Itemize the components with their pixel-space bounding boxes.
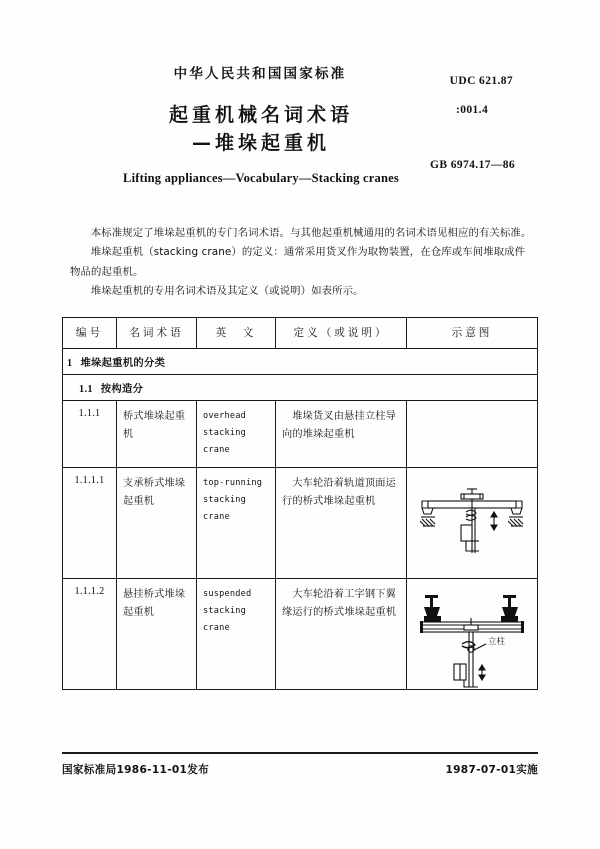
row-term: 桥式堆垛起重机 (117, 401, 197, 468)
row-term: 悬挂桥式堆垛起重机 (117, 578, 197, 689)
row-english: top-running stacking crane (197, 467, 276, 578)
suspended-crane-svg (416, 592, 528, 692)
scope-paragraphs (62, 224, 538, 301)
row-english: suspended stacking crane (197, 578, 276, 689)
section-heading-1 (63, 349, 538, 375)
udc-code (430, 60, 538, 146)
row-number: 1.1.1 (63, 401, 117, 468)
footer-issuer: 国家标准局1986-11-01发布 (62, 764, 210, 776)
figure-annotation-label: 立柱 (488, 636, 506, 647)
section-number-1-1: 1.1 (79, 384, 93, 396)
footer-divider (62, 752, 538, 754)
table-row (63, 401, 538, 468)
row-number: 1.1.1.2 (63, 578, 117, 689)
row-definition: 大车轮沿着工字钢下翼缘运行的桥式堆垛起重机 (276, 578, 407, 689)
row-figure-empty (407, 401, 538, 468)
row-english: overhead stacking crane (197, 401, 276, 468)
terminology-table (62, 317, 538, 690)
page-title-english: Lifting appliances—Vocabulary—Stacking cranes (123, 171, 399, 186)
table-row (63, 578, 538, 689)
section-label-1-1: 按构造分 (100, 383, 144, 396)
scope-paragraph-3: 堆垛起重机的专用名词术语及其定义（或说明）如表所示。 (90, 284, 364, 297)
section-heading-row-1 (63, 349, 538, 375)
standard-organization-heading: 中华人民共和国国家标准 (173, 66, 347, 82)
footer-content (62, 762, 538, 777)
document-sheet (62, 40, 538, 780)
scope-paragraph-1: 本标准规定了堆垛起重机的专门名词术语。与其他起重机械通用的名词术语见相应的有关标准。 (90, 227, 532, 240)
scope-paragraph-2: 堆垛起重机（stacking crane）的定义：通常采用货叉作为取物装置，在仓库或车间堆取成件物品的起重机。 (70, 246, 526, 278)
page-title: 起重机械名词术语 (168, 104, 353, 126)
top-running-crane-svg (417, 481, 527, 569)
section-heading-1-1 (63, 375, 538, 401)
udc-code-line1: UDC 621.87 (449, 75, 514, 88)
page-subtitle: —堆垛起重机 (191, 131, 330, 154)
column-header-english: 英 文 (197, 318, 276, 349)
section-number-1: 1 (67, 358, 73, 370)
column-header-figure: 示意图 (407, 318, 538, 349)
column-header-term: 名词术语 (117, 318, 197, 349)
row-figure (407, 578, 538, 689)
top-running-stacking-crane-diagram (413, 475, 531, 571)
gb-standard-number: GB 6974.17—86 (430, 159, 516, 172)
column-header-number: 编号 (63, 318, 117, 349)
section-heading-row-1-1 (63, 375, 538, 401)
table-header-row (63, 318, 538, 349)
column-header-definition: 定义（或说明） (276, 318, 407, 349)
section-label-1: 堆垛起重机的分类 (80, 357, 166, 370)
row-definition: 大车轮沿着轨道顶面运行的桥式堆垛起重机 (276, 467, 407, 578)
footer-effective: 1987-07-01实施 (445, 764, 538, 776)
row-definition: 堆垛货叉由悬挂立柱导向的堆垛起重机 (276, 401, 407, 468)
udc-code-line2: :001.4 (456, 104, 489, 117)
suspended-stacking-crane-diagram (413, 586, 531, 682)
row-figure (407, 467, 538, 578)
row-number: 1.1.1.1 (63, 467, 117, 578)
table-row (63, 467, 538, 578)
row-term: 支承桥式堆垛起重机 (117, 467, 197, 578)
page-footer (62, 752, 538, 782)
standard-code-block (430, 60, 538, 173)
